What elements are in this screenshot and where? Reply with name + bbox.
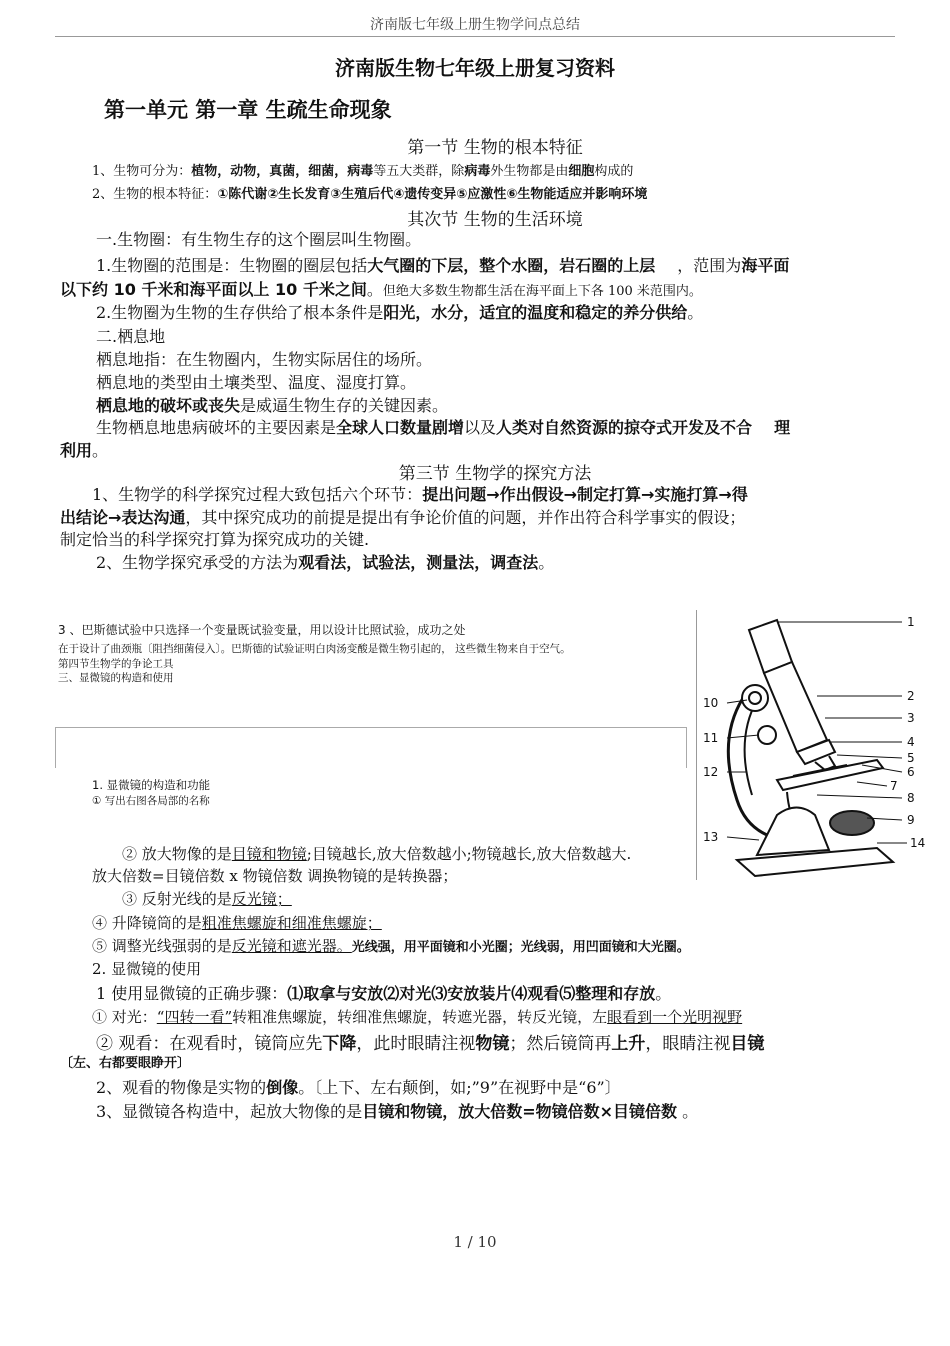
text: 以及 [464, 418, 497, 437]
micro-magnification: 放大倍数=目镜倍数 x 物镜倍数 调换物镜的是转换器； [92, 867, 458, 885]
text: ③ 反射光线的是 [122, 890, 232, 908]
underlined-text: 粗准焦螺旋和细准焦螺旋； [201, 914, 382, 932]
text: ② 观看：在观看时，镜筒应先 [96, 1034, 323, 1054]
bold-text: 目镜和物镜，放大倍数=物镜倍数×目镜倍数 [362, 1102, 678, 1121]
text: ，此时眼睛注视 [356, 1034, 476, 1054]
s2-habitat-factors [96, 415, 790, 438]
text: ，眼睛注视 [645, 1034, 731, 1054]
figure-label: 8 [907, 791, 915, 805]
running-header: 济南版七年级上册生物学问点总结 [370, 17, 580, 33]
s2-habitat-heading: 二.栖息地 [96, 327, 166, 346]
underlined-text: 反光镜； [231, 890, 292, 908]
microscope-heading: 三、显微镜的构造和使用 [58, 672, 174, 684]
text: 。〔上下、左右颠倒，如;”9”在视野中是“6”〕 [298, 1078, 621, 1097]
figure-label: 13 [703, 830, 719, 844]
bold-text: 栖息地的破坏或丧失 [96, 396, 241, 415]
bold-text: 细胞 [568, 164, 595, 179]
underlined-text: 反光镜和遮光器。 [231, 937, 352, 955]
s2-biosphere: 一.生物圈：有生物生存的这个圈层叫生物圈。 [96, 230, 422, 249]
text: 。 [687, 303, 704, 322]
figure-label: 2 [907, 689, 915, 703]
bold-text: 出结论→表达沟通 [60, 508, 186, 527]
micro-light-step [92, 1006, 742, 1027]
text: 2.生物圈为生物的生存供给了根本条件是 [96, 303, 384, 322]
figure-label: 9 [907, 813, 915, 827]
bold-text: 理 [774, 418, 791, 437]
micro-inverted-image [96, 1075, 621, 1098]
text: 1、生物学的科学探究过程大致包括六个环节： [92, 485, 423, 504]
bold-text: 植物，动物，真菌，细菌，病毒 [191, 164, 374, 179]
section4-heading: 第四节生物学的争论工具 [58, 658, 174, 670]
s2-range-line2 [60, 277, 702, 300]
s3-process-line1 [92, 482, 748, 505]
microscope-structure-task: ① 写出右图各局部的名称 [92, 795, 210, 807]
empty-frame [55, 727, 687, 768]
figure-label: 1 [907, 615, 915, 629]
microscope-structure-heading: 1. 显微镜的构造和功能 [92, 778, 211, 792]
bold-text: 目镜 [730, 1034, 765, 1054]
micro-observe-step [96, 1029, 764, 1054]
unit-heading: 第一单元 第一章 生疏生命现象 [104, 98, 392, 122]
underlined-text: 眼看到一个光明视野 [607, 1008, 743, 1026]
micro-part-2 [122, 843, 631, 864]
text: 。 [677, 1102, 699, 1121]
micro-part-5 [92, 935, 690, 956]
micro-use-heading: 2. 显微镜的使用 [92, 960, 202, 978]
page-number: 1 / 10 [453, 1233, 497, 1251]
underlined-text: “四转一看” [156, 1008, 233, 1026]
figure-label: 5 [907, 751, 915, 765]
figure-label: 14 [910, 836, 926, 850]
text: ，范围为 [677, 256, 742, 275]
text: 。 [366, 280, 383, 299]
s1-line1 [92, 160, 633, 179]
micro-part-4 [92, 912, 382, 933]
s1-line2 [92, 183, 647, 202]
bold-text: ①陈代谢②生长发育③生殖后代④遗传变异⑤应激性⑥生物能适应并影响环境 [217, 187, 648, 202]
text: 。 [92, 441, 109, 460]
s2-habitat-factors-cont [60, 438, 108, 461]
microscope-illustration [697, 610, 937, 880]
bold-text: 人类对自然资源的掠夺式开发及不合 [496, 418, 753, 437]
s2-habitat-def: 栖息地指：在生物圈内，生物实际居住的场所。 [96, 350, 433, 369]
text: 1.生物圈的范围是：生物圈的圈层包括 [96, 256, 368, 275]
bold-text: 提出问题→作出假设→制定打算→实施打算→得 [422, 485, 748, 504]
text: 2、观看的物像是实物的 [96, 1078, 267, 1097]
section3-heading: 第三节 生物学的探究方法 [398, 464, 592, 484]
bold-text: ⑴取拿与安放⑵对光⑶安放装片⑷观看⑸整理和存放 [287, 984, 656, 1003]
figure-label: 11 [703, 731, 719, 745]
bold-text: 物镜 [475, 1034, 510, 1054]
bold-text: 海平面 [741, 256, 790, 275]
text: ，其中探究成功的前提是提出有争论价值的问题，并作出符合科学事实的假设； [185, 508, 746, 527]
s3-methods [96, 550, 554, 573]
bold-text: 大气圈的下层，整个水圈，岩石圈的上层 [367, 256, 656, 275]
bold-text: 病毒 [464, 164, 491, 179]
document-title: 济南版生物七年级上册复习资料 [335, 56, 615, 80]
figure-label: 10 [703, 696, 719, 710]
text: ⑤ 调整光线强弱的是 [92, 937, 232, 955]
figure-label: 3 [907, 711, 915, 725]
bold-text: 阳光，水分，适宜的温度和稳定的养分供给 [383, 303, 688, 322]
text: 。 [538, 553, 555, 572]
bold-text: 上升 [611, 1034, 646, 1054]
underlined-text: 目镜和物镜 [231, 845, 307, 863]
figure-label: 12 [703, 765, 719, 779]
text: 3、显微镜各构造中，起放大物像的是 [96, 1102, 363, 1121]
bold-text: 光线强，用平面镜和小光圈；光线弱，用凹面镜和大光圈。 [351, 940, 690, 955]
pasteur-line1: 3 、巴斯德试验中只选择一个变量既试验变量，用以设计比照试验，成功之处 [58, 623, 466, 637]
text: 构成的 [594, 164, 634, 179]
bold-text: 全球人口数量剧增 [336, 418, 465, 437]
s3-process-line2 [60, 505, 745, 528]
text: 但绝大多数生物都生活在海平面上下各 100 米范围内。 [382, 284, 702, 299]
micro-observe-eyes: 〔左、右都要眼睁开〕 [60, 1056, 191, 1071]
s2-conditions [96, 300, 703, 323]
bold-text: 下降 [322, 1034, 357, 1054]
figure-label: 7 [890, 779, 898, 793]
s2-range-line1 [96, 253, 789, 276]
text: 1、生物可分为： [92, 164, 192, 179]
text: 2、生物学探究承受的方法为 [96, 553, 299, 572]
bold-text: 倒像 [266, 1078, 299, 1097]
section1-heading: 第一节 生物的根本特征 [407, 138, 583, 158]
bold-text: 观看法，试验法，测量法，调查法 [298, 553, 539, 572]
micro-part-3 [122, 888, 292, 909]
microscope-figure [696, 610, 937, 880]
text: 。 [655, 984, 672, 1003]
text: 是威逼生物生存的关键因素。 [240, 396, 449, 415]
text: ② 放大物像的是 [122, 845, 232, 863]
s3-process-line3: 制定恰当的科学探究打算为探究成功的关键. [60, 530, 370, 549]
text: ;目镜越长,放大倍数越小;物镜越长,放大倍数越大. [306, 845, 632, 863]
bold-text: 利用 [60, 441, 93, 460]
text: ① 对光： [92, 1008, 157, 1026]
figure-label: 6 [907, 765, 915, 779]
text: 外生物都是由 [490, 164, 569, 179]
text: 生物栖息地患病破坏的主要因素是 [96, 418, 337, 437]
figure-label: 4 [907, 735, 915, 749]
text: 1 使用显微镜的正确步骤： [96, 984, 288, 1003]
pasteur-line2: 在于设计了曲颈瓶〔阻挡细菌侵入〕。巴斯德的试验证明白肉汤变酸是微生物引起的， 这些微生物来自于空气。 [58, 643, 571, 655]
text: 2、生物的根本特征： [92, 187, 218, 202]
bold-text: 以下约 10 千米和海平面以上 10 千米之间 [60, 280, 367, 299]
s2-habitat-threat [96, 393, 448, 416]
header-rule [55, 36, 895, 37]
text: 等五大类群，除 [373, 164, 465, 179]
text: 转粗准焦螺旋，转细准焦螺旋，转遮光器，转反光镜，左 [232, 1008, 608, 1026]
micro-magnify-parts [96, 1099, 698, 1122]
micro-steps [96, 981, 671, 1004]
s2-habitat-type: 栖息地的类型由土壤类型、温度、湿度打算。 [96, 373, 417, 392]
text: ④ 升降镜筒的是 [92, 914, 202, 932]
text: ；然后镜筒再 [509, 1034, 612, 1054]
section2-heading: 其次节 生物的生活环境 [407, 210, 583, 230]
